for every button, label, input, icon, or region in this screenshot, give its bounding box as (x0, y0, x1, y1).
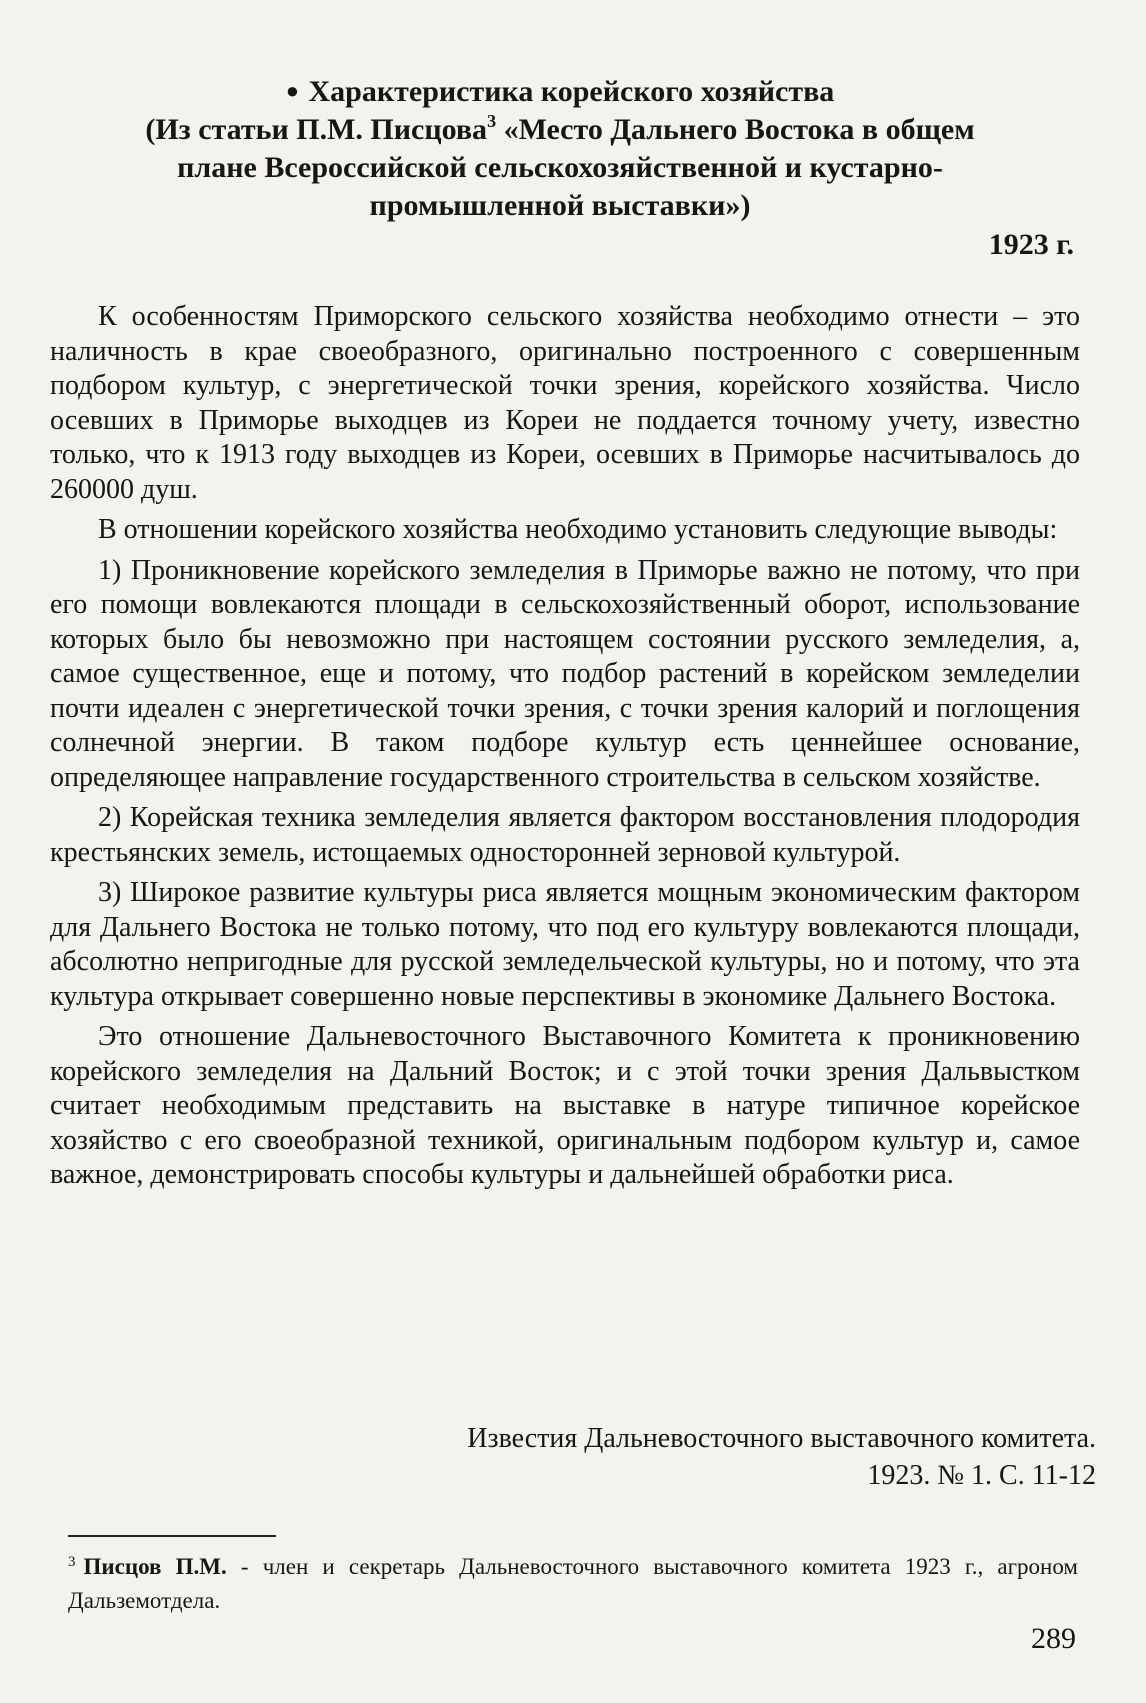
list-item: 1) Проникновение корейского земледелия в Приморье важно не потому, что при его помощи вовлекаются площади в сельскохозяйственный оборот, использование которых было бы невозможно при настоящем состоянии русского земледелия, а, самое существенное, еще и потому, что подбор растений в корейском земледелии почти идеален с энергетической точки зрения, с точки зрения калорий и поглощения солнечной энергии. В таком подборе культур есть ценнейшее основание, определяющее направление государственного строительства в сельском хозяйстве. (50, 554, 1080, 793)
footnote (68, 1545, 1078, 1618)
list-item: 2) Корейская техника земледелия является фактором восстановления плодородия крестьянских земель, истощаемых односторонней зерновой культурой. (50, 802, 1080, 868)
subtitle-line-1: (Из статьи П.М. Писцова$^3$ «Место Дальнего Востока в общем (145, 111, 975, 146)
footnote-reference: 3 (487, 111, 497, 131)
page-number: 289 (1031, 1622, 1076, 1655)
footnote-name: Писцов П.М. (83, 1554, 227, 1579)
bullet-icon: ● (285, 78, 300, 103)
subtitle-line-2: плане Всероссийской сельскохозяйственной и кустарно- (177, 151, 943, 184)
footnote-divider (68, 1535, 276, 1537)
source-line-2: 1923. № 1. С. 11-12 (867, 1460, 1096, 1491)
document-year: 1923 г. (988, 228, 1074, 261)
list-item: 3) Широкое развитие культуры риса является мощным экономическим фактором для Дальнего Востока не только потому, что под его культуру вовлекаются площади, абсолютно непригодные для русской земледельческой культуры, но и потому, что эта культура открывает совершенно новые перспективы в экономике Дальнего Востока. (50, 877, 1080, 1012)
footnote-mark: 3 (68, 1554, 76, 1570)
footnote-text: - член и секретарь Дальневосточного выставочного комитета 1923 г., агроном Дальземотдела. (68, 1554, 1078, 1613)
document-title-block (40, 72, 1080, 225)
title-line (40, 72, 1080, 111)
document-title: Характеристика корейского хозяйства (308, 75, 835, 108)
paragraph: К особенностям Приморского сельского хозяйства необходимо отнести – это наличность в крае своеобразного, оригинально построенного с совершенным подбором культур, с энергетической точки зрения, корейского хозяйства. Число осевших в Приморье выходцев из Кореи не поддается точному учету, известно только, что к 1913 году выходцев из Кореи, осевших в Приморье насчитывалось до 260000 душ. (50, 301, 1080, 505)
source-citation (467, 1420, 1096, 1494)
source-line-1: Известия Дальневосточного выставочного комитета. (467, 1423, 1096, 1454)
paragraph: В отношении корейского хозяйства необходимо установить следующие выводы: (98, 514, 1058, 545)
subtitle-line-3: промышленной выставки») (369, 189, 751, 222)
document-body (50, 300, 1080, 1199)
paragraph: Это отношение Дальневосточного Выставочного Комитета к проникновению корейского земледелия на Дальний Восток; и с этой точки зрения Дальвыстком считает необходимым представить на выставке в натуре типичное корейское хозяйство с его своеобразной техникой, оригинальным подбором культур и, самое важное, демонстрировать способы культуры и дальнейшей обработки риса. (50, 1021, 1080, 1190)
